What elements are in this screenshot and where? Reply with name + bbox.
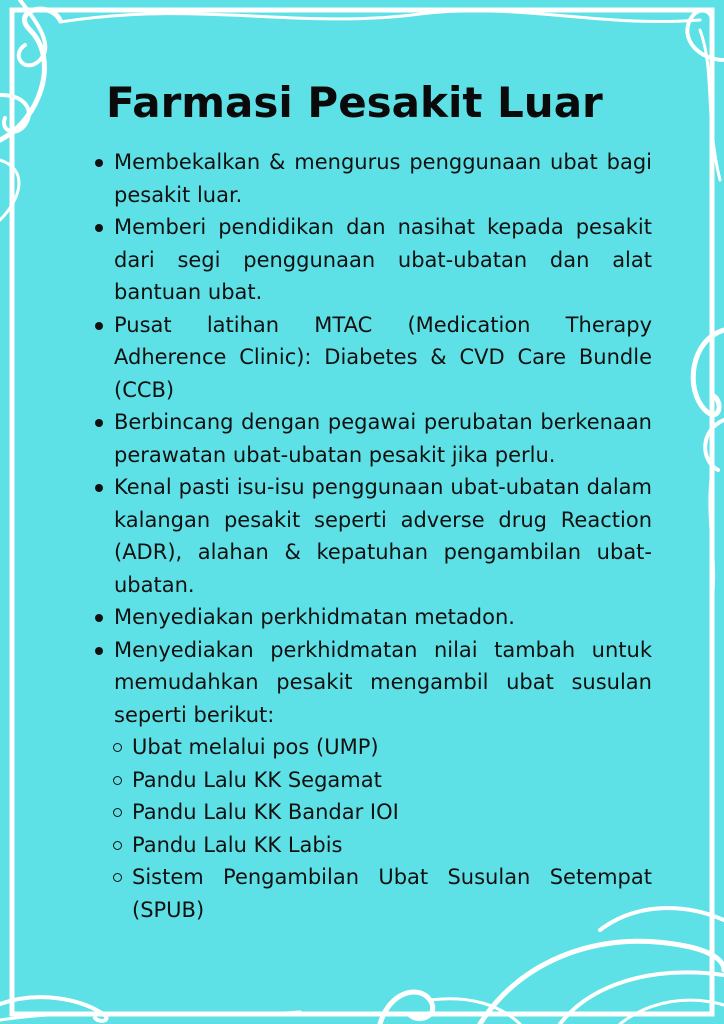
list-item: Menyediakan perkhidmatan nilai tambah untuk memudahkan pesakit mengambil ubat susulan seperti berikut: bbox=[92, 634, 652, 732]
list-item: Pusat latihan MTAC (Medication Therapy Adherence Clinic): Diabetes & CVD Care Bundle (CCB) bbox=[92, 309, 652, 407]
sub-list-item: Pandu Lalu KK Segamat bbox=[132, 764, 652, 797]
list-item: Kenal pasti isu-isu penggunaan ubat-ubatan dalam kalangan pesakit seperti adverse drug Reaction (ADR), alahan & kepatuhan pengambilan ubat-ubatan. bbox=[92, 471, 652, 601]
list-item: Memberi pendidikan dan nasihat kepada pesakit dari segi penggunaan ubat-ubatan dan alat bantuan ubat. bbox=[92, 211, 652, 309]
page-title: Farmasi Pesakit Luar bbox=[106, 78, 603, 127]
list-item: Menyediakan perkhidmatan metadon. bbox=[92, 601, 652, 634]
sub-list-item: Pandu Lalu KK Labis bbox=[132, 829, 652, 862]
sub-list-item: Ubat melalui pos (UMP) bbox=[132, 731, 652, 764]
sub-list-item: Sistem Pengambilan Ubat Susulan Setempat (SPUB) bbox=[132, 861, 652, 926]
content-list bbox=[92, 146, 652, 926]
list-item: Membekalkan & mengurus penggunaan ubat bagi pesakit luar. bbox=[92, 146, 652, 211]
list-item: Berbincang dengan pegawai perubatan berkenaan perawatan ubat-ubatan pesakit jika perlu. bbox=[92, 406, 652, 471]
sub-list-item: Pandu Lalu KK Bandar IOI bbox=[132, 796, 652, 829]
